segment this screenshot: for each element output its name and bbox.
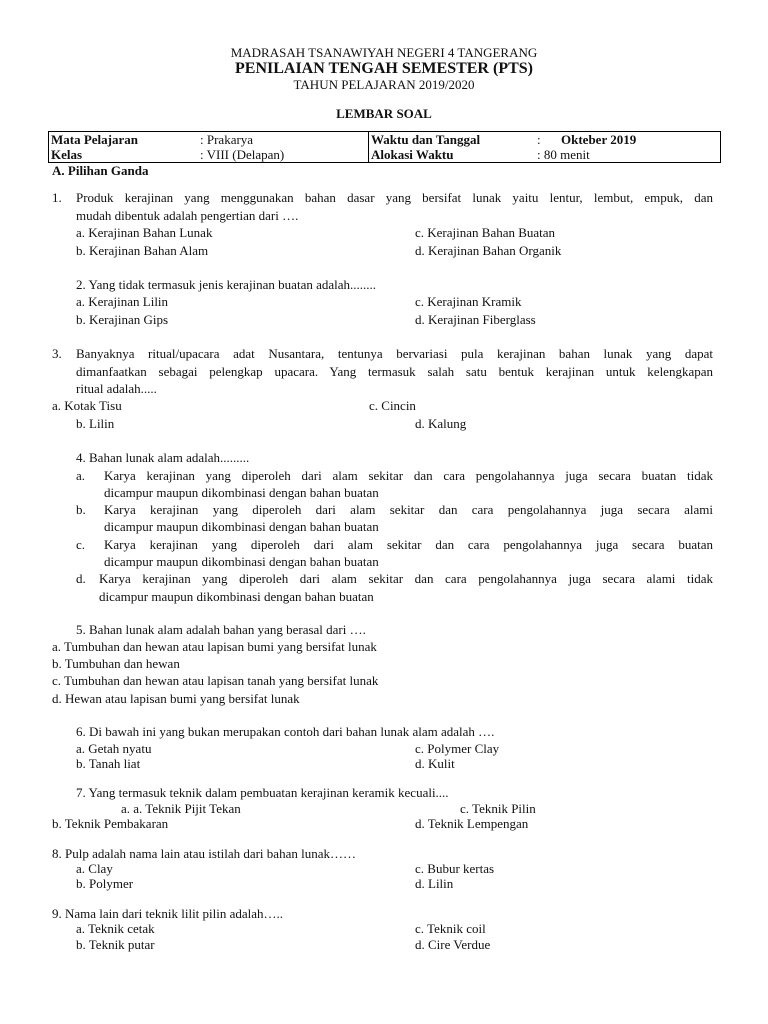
q7-option-a: a. a. Teknik Pijit Tekan	[121, 801, 241, 816]
q9-option-b: b. Teknik putar	[76, 937, 155, 952]
q2-stem: 2. Yang tidak termasuk jenis kerajinan buatan adalah........	[76, 277, 377, 292]
q4-option-b-line2: dicampur maupun dikombinasi dengan bahan buatan	[104, 519, 379, 534]
q8-option-b: b. Polymer	[76, 876, 134, 891]
q1-option-a: a. Kerajinan Bahan Lunak	[76, 225, 213, 240]
q4-stem: 4. Bahan lunak alam adalah.........	[76, 450, 250, 465]
q9-option-d: d. Cire Verdue	[415, 937, 491, 952]
q8-option-d: d. Lilin	[415, 876, 454, 891]
q7-option-d: d. Teknik Lempengan	[415, 816, 529, 831]
class-label: Kelas	[49, 147, 199, 163]
q2-option-a: a. Kerajinan Lilin	[76, 294, 169, 309]
q7-option-b: b. Teknik Pembakaran	[52, 816, 169, 831]
q7-stem: 7. Yang termasuk teknik dalam pembuatan kerajinan keramik kecuali....	[76, 785, 449, 800]
q4-letter-d: d.	[76, 571, 86, 586]
q5-option-b: b. Tumbuhan dan hewan	[52, 656, 180, 671]
q3-line1: Banyaknya ritual/upacara adat Nusantara, tentunya bervariasi pula kerajinan bahan lunak yang dapat	[76, 346, 713, 361]
school-name: MADRASAH TSANAWIYAH NEGERI 4 TANGERANG	[230, 45, 538, 60]
subject-label: Mata Pelajaran	[49, 132, 199, 148]
q4-option-c-line2: dicampur maupun dikombinasi dengan bahan buatan	[104, 554, 379, 569]
q6-option-a: a. Getah nyatu	[76, 741, 152, 756]
q2-option-c: c. Kerajinan Kramik	[415, 294, 522, 309]
q5-option-d: d. Hewan atau lapisan bumi yang bersifat lunak	[52, 691, 300, 706]
date-value: Okteber 2019	[559, 132, 721, 148]
q9-option-c: c. Teknik coil	[415, 921, 486, 936]
q4-option-a-line2: dicampur maupun dikombinasi dengan bahan buatan	[104, 485, 379, 500]
q4-option-d-line1: Karya kerajinan yang diperoleh dari alam sekitar dan cara pengolahannya juga secara alami tidak	[99, 571, 713, 586]
sheet-title: LEMBAR SOAL	[336, 106, 432, 121]
q2-option-b: b. Kerajinan Gips	[76, 312, 169, 327]
q1-line1: Produk kerajinan yang menggunakan bahan dasar yang bersifat lunak yaitu lentur, lembut, empuk, dan	[76, 190, 713, 205]
q4-letter-b: b.	[76, 502, 86, 517]
q3-option-a: a. Kotak Tisu	[52, 398, 122, 413]
q1-number: 1.	[52, 190, 62, 205]
q4-letter-c: c.	[76, 537, 86, 552]
q3-option-c: c. Cincin	[369, 398, 416, 413]
q8-stem: 8. Pulp adalah nama lain atau istilah dari bahan lunak……	[52, 846, 356, 861]
q3-line2: dimanfaatkan sebagai pelengkap upacara. Yang termasuk salah satu bentuk kerajinan untuk kelengkapan	[76, 364, 713, 379]
q6-option-b: b. Tanah liat	[76, 756, 141, 771]
q4-option-c-line1: Karya kerajinan yang diperoleh dari alam sekitar dan cara pengolahannya juga secara buatan	[104, 537, 713, 552]
q7-option-c: c. Teknik Pilin	[460, 801, 536, 816]
subject-value: : Prakarya	[200, 132, 254, 147]
class-value: : VIII (Delapan)	[200, 147, 285, 162]
q1-option-d: d. Kerajinan Bahan Organik	[415, 243, 562, 258]
q3-option-b: b. Lilin	[76, 416, 115, 431]
q8-option-c: c. Bubur kertas	[415, 861, 495, 876]
q1-line2: mudah dibentuk adalah pengertian dari ….	[76, 208, 299, 223]
academic-year: TAHUN PELAJARAN 2019/2020	[293, 77, 475, 92]
q5-option-a: a. Tumbuhan dan hewan atau lapisan bumi yang bersifat lunak	[52, 639, 377, 654]
q6-option-d: d. Kulit	[415, 756, 455, 771]
date-colon: :	[537, 132, 541, 147]
q9-stem: 9. Nama lain dari teknik lilit pilin adalah…..	[52, 906, 284, 921]
q1-option-c: c. Kerajinan Bahan Buatan	[415, 225, 556, 240]
q1-option-b: b. Kerajinan Bahan Alam	[76, 243, 209, 258]
q4-option-b-line1: Karya kerajinan yang diperoleh dari alam sekitar dan cara pengolahannya juga secara alami	[104, 502, 713, 517]
date-label: Waktu dan Tanggal	[369, 132, 536, 148]
q6-stem: 6. Di bawah ini yang bukan merupakan contoh dari bahan lunak alam adalah ….	[76, 724, 495, 739]
q4-option-d-line2: dicampur maupun dikombinasi dengan bahan buatan	[99, 589, 374, 604]
exam-info-table	[48, 131, 721, 163]
duration-value: : 80 menit	[535, 147, 721, 163]
exam-title: PENILAIAN TENGAH SEMESTER (PTS)	[235, 60, 533, 77]
q3-option-d: d. Kalung	[415, 416, 467, 431]
q2-option-d: d. Kerajinan Fiberglass	[415, 312, 536, 327]
q9-option-a: a. Teknik cetak	[76, 921, 155, 936]
q3-line3: ritual adalah.....	[76, 381, 157, 396]
q5-stem: 5. Bahan lunak alam adalah bahan yang berasal dari ….	[76, 622, 366, 637]
section-heading: A. Pilihan Ganda	[52, 163, 149, 178]
q3-number: 3.	[52, 346, 62, 361]
q5-option-c: c. Tumbuhan dan hewan atau lapisan tanah yang bersifat lunak	[52, 673, 379, 688]
q8-option-a: a. Clay	[76, 861, 113, 876]
q4-option-a-line1: Karya kerajinan yang diperoleh dari alam sekitar dan cara pengolahannya juga secara buatan tidak	[104, 468, 713, 483]
q4-letter-a: a.	[76, 468, 86, 483]
duration-label: Alokasi Waktu	[369, 147, 536, 163]
q6-option-c: c. Polymer Clay	[415, 741, 500, 756]
